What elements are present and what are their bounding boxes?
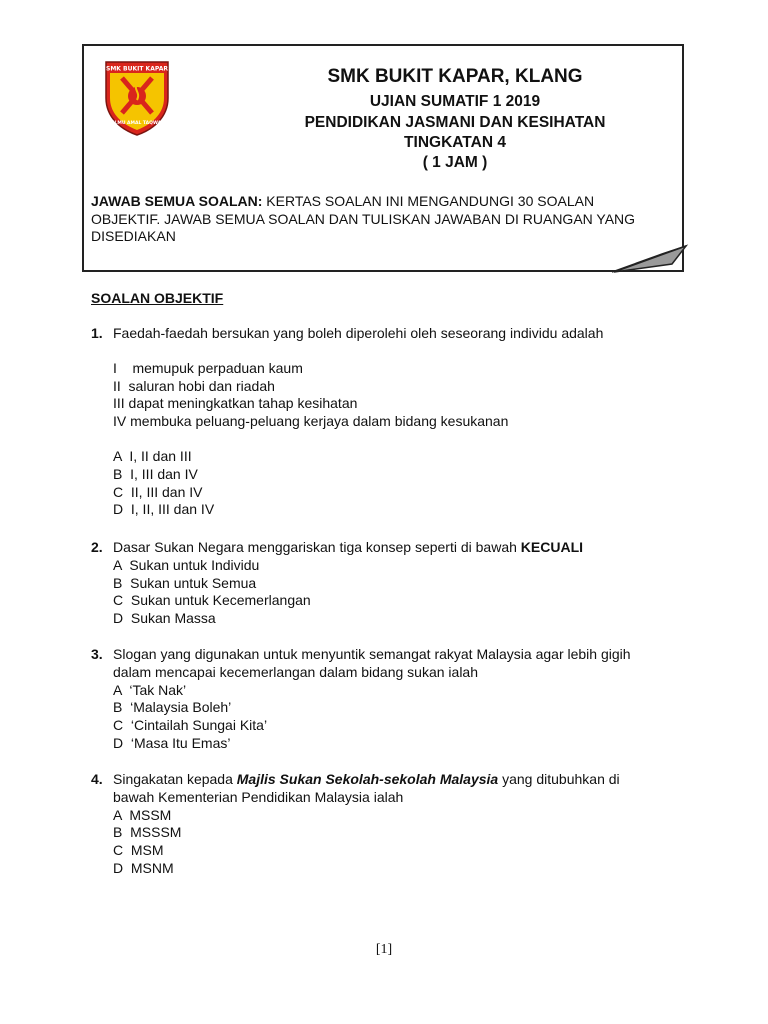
- instructions: [91, 193, 651, 246]
- question-number: 4.: [91, 771, 103, 787]
- stem-text: Dasar Sukan Negara menggariskan tiga konsep seperti di bawah: [113, 539, 521, 555]
- instruction-lead: JAWAB SEMUA SOALAN:: [91, 193, 263, 209]
- page-number: [1]: [375, 942, 393, 957]
- statement: IV membuka peluang-peluang kerjaya dalam bidang kesukanan: [113, 413, 509, 430]
- answer-option-d: D ‘Masa Itu Emas’: [113, 734, 231, 751]
- stem-text-end: yang ditubuhkan di: [498, 771, 620, 787]
- exam-duration: ( 1 JAM ): [422, 154, 488, 171]
- statement: II saluran hobi dan riadah: [113, 377, 275, 394]
- question-number: 3.: [91, 646, 103, 662]
- question-2: [91, 539, 691, 628]
- question-number: 1.: [91, 325, 103, 341]
- statement: I memupuk perpaduan kaum: [113, 359, 303, 376]
- question-4: [91, 771, 691, 878]
- exam-title: UJIAN SUMATIF 1 2019: [369, 93, 541, 110]
- question-stem-line-2: bawah Kementerian Pendidikan Malaysia ialah: [113, 788, 404, 805]
- answer-option-d: D MSNM: [113, 859, 174, 876]
- answer-option-c: C Sukan untuk Kecemerlangan: [113, 592, 311, 609]
- stem-emphasis: KECUALI: [520, 539, 584, 555]
- answer-option-b: B MSSSM: [113, 824, 182, 841]
- school-crest-logo: [100, 58, 174, 136]
- form-level: TINGKATAN 4: [404, 134, 506, 151]
- question-number: 2.: [91, 539, 103, 555]
- instruction-text: KERTAS SOALAN INI MENGANDUNGI 30 SOALAN OBJEKTIF. JAWAB SEMUA SOALAN DAN TULISKAN JAWABAN DI RUANGAN YANG DISEDIAKAN: [91, 193, 636, 244]
- answer-option-d: D I, II, III dan IV: [113, 501, 215, 518]
- answer-option-c: C MSM: [113, 842, 164, 859]
- answer-option-c: C ‘Cintailah Sungai Kita’: [113, 717, 268, 734]
- question-1: [91, 325, 691, 519]
- answer-option-b: B I, III dan IV: [113, 465, 198, 482]
- page-curl-decoration: [612, 244, 690, 276]
- subject-title: PENDIDIKAN JASMANI DAN KESIHATAN: [304, 114, 606, 131]
- answer-option-c: C II, III dan IV: [113, 483, 203, 500]
- question-stem-line-1: [113, 771, 691, 789]
- statement: III dapat meningkatkan tahap kesihatan: [113, 395, 358, 412]
- answer-option-d: D Sukan Massa: [113, 610, 216, 627]
- question-stem: Faedah-faedah bersukan yang boleh diperolehi oleh seseorang individu adalah: [113, 325, 604, 341]
- question-3: [91, 646, 691, 753]
- logo-bottom-text: ILMU AMAL TAQWA: [112, 121, 162, 126]
- stem-emphasis: Majlis Sukan Sekolah-sekolah Malaysia: [236, 771, 499, 787]
- logo-top-text: SMK BUKIT KAPAR: [106, 65, 168, 73]
- question-stem-line-1: Slogan yang digunakan untuk menyuntik semangat rakyat Malaysia agar lebih gigih: [113, 646, 631, 662]
- question-stem: [113, 539, 691, 557]
- section-title: SOALAN OBJEKTIF: [91, 290, 224, 306]
- answer-option-a: A I, II dan III: [113, 447, 192, 464]
- answer-option-b: B Sukan untuk Semua: [113, 574, 257, 591]
- answer-option-a: A ‘Tak Nak’: [113, 681, 187, 698]
- stem-text: Singakatan kepada: [113, 771, 237, 787]
- question-stem-line-2: dalam mencapai kecemerlangan dalam bidang sukan ialah: [113, 663, 479, 680]
- answer-option-a: A MSSM: [113, 806, 172, 823]
- answer-option-a: A Sukan untuk Individu: [113, 556, 260, 573]
- answer-option-b: B ‘Malaysia Boleh’: [113, 699, 232, 716]
- school-name: SMK BUKIT KAPAR, KLANG: [327, 66, 583, 87]
